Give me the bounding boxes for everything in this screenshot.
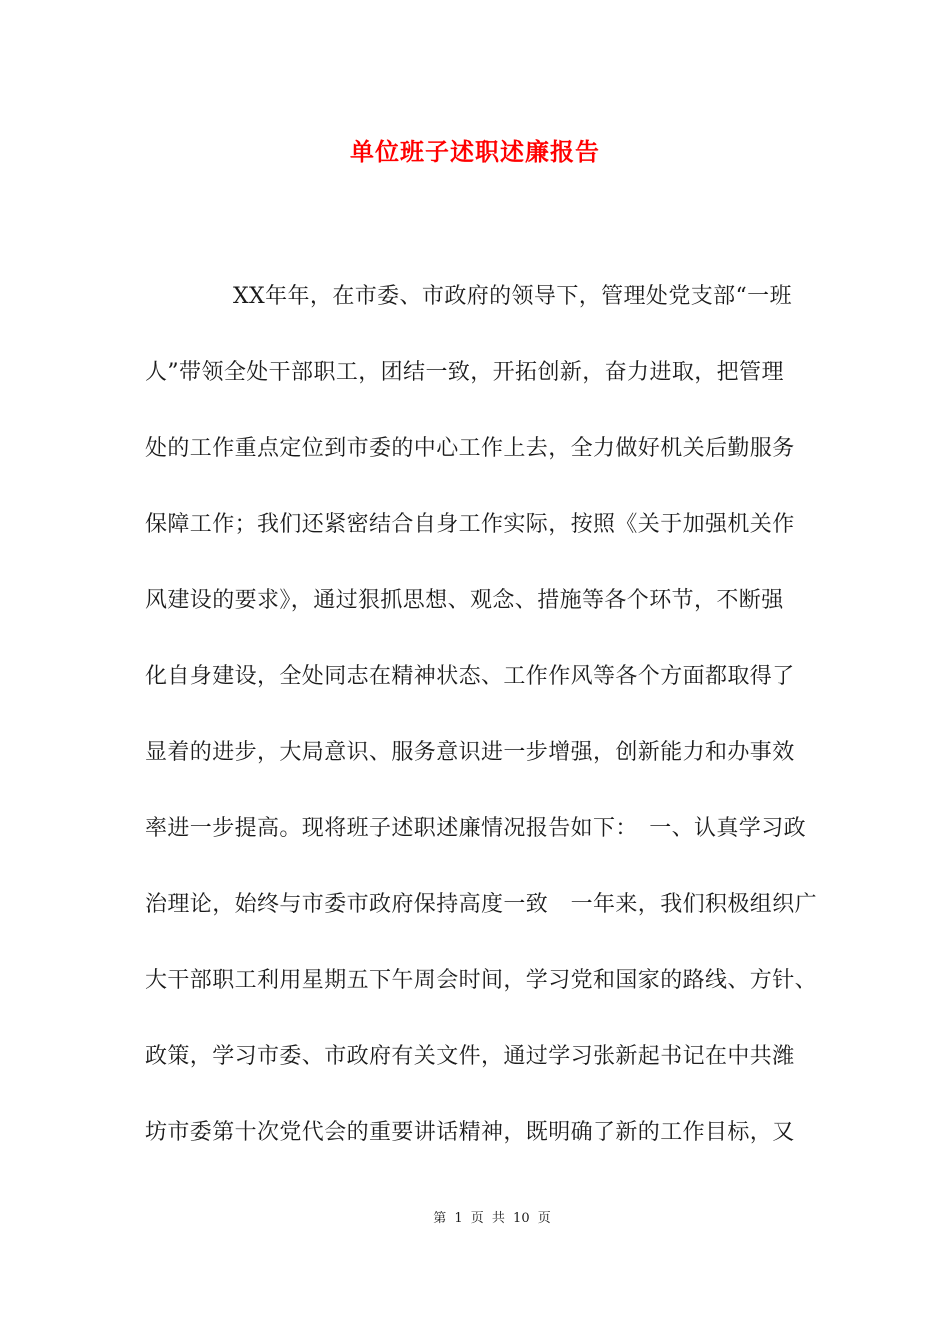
body-line: 大干部职工利用星期五下午周会时间，学习党和国家的路线、方针、: [145, 968, 818, 993]
document-body: [145, 279, 825, 1191]
body-line: 风建设的要求》，通过狠抓思想、观念、措施等各个环节，不断强: [145, 588, 784, 613]
document-title: 单位班子述职述廉报告: [350, 137, 600, 166]
body-line: 政策，学习市委、市政府有关文件，通过学习张新起书记在中共潍: [145, 1044, 795, 1069]
body-line: 率进一步提高。现将班子述职述廉情况报告如下： 一、认真学习政: [145, 816, 807, 841]
body-line: 人”带领全处干部职工，团结一致，开拓创新，奋力进取，把管理: [145, 360, 784, 385]
body-line: 坊市委第十次党代会的重要讲话精神，既明确了新的工作目标，又: [145, 1120, 795, 1145]
body-line: 治理论，始终与市委市政府保持高度一致 一年来，我们积极组织广: [145, 892, 818, 917]
body-line: 化自身建设，全处同志在精神状态、工作作风等各个方面都取得了: [145, 664, 795, 689]
body-line: 处的工作重点定位到市委的中心工作上去，全力做好机关后勤服务: [145, 436, 795, 461]
body-line: 保障工作；我们还紧密结合自身工作实际，按照《关于加强机关作: [145, 512, 795, 537]
body-line: 显着的进步，大局意识、服务意识进一步增强，创新能力和办事效: [145, 740, 795, 765]
body-line: XX年年，在市委、市政府的领导下，管理处党支部“一班: [233, 284, 792, 309]
page-footer: 第 1 页 共 10 页: [433, 1211, 551, 1226]
